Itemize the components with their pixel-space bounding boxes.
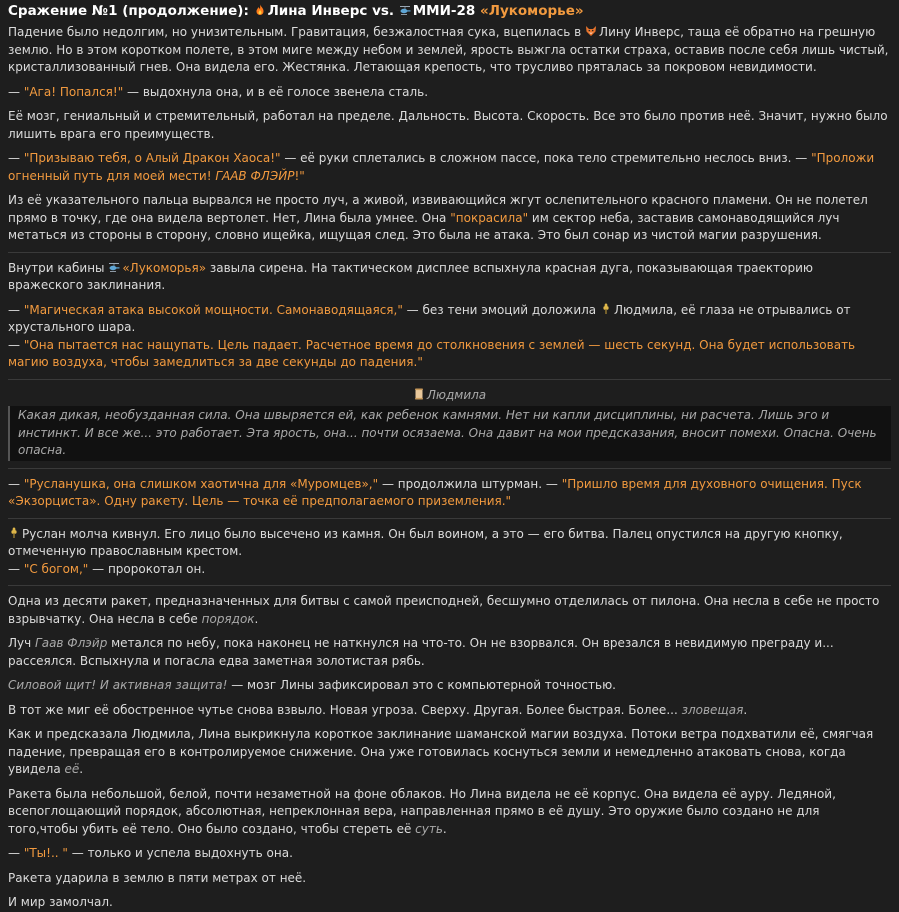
paragraph-missile-launch <box>8 593 891 628</box>
speech: "Она пытается нас нащупать. Цель падает. Расчетное время до столкновения с землей — шесть секунд. Она будет использовать магию воздуха, чтобы замедлиться за две секунды до падения." <box>8 337 856 369</box>
speech: "Проложи огненный путь для моей мести! <box>8 151 875 183</box>
speech: "Призываю тебя, о Алый Дракон Хаоса!" <box>23 151 281 165</box>
text: — выдохнула она, и в её голосе звенела сталь. <box>123 84 429 99</box>
text: . <box>254 611 259 626</box>
dash: — <box>8 561 24 576</box>
paragraph-new-threat <box>8 702 891 720</box>
battle-title <box>8 0 891 24</box>
wheat-icon <box>8 527 20 539</box>
text: Внутри кабины <box>8 260 109 275</box>
helicopter-icon <box>399 4 411 16</box>
text: Падение было недолгим, но унизительным. Гравитация, безжалостная сука, вцепилась в <box>8 25 586 39</box>
text: метался по небу, пока наконец не наткнулся на что-то. Он не взорвался. Он врезался в невидимую преграду и... рассеялся. Вспыхнула и погасла едва заметная золотистая рябь. <box>8 636 834 668</box>
speech: "Ты!.. " <box>23 846 68 860</box>
title-enemy-name: «Лукоморье» <box>480 3 584 19</box>
speech: "С богом," <box>23 561 89 576</box>
paragraph-beam <box>8 192 891 245</box>
dash: — <box>8 476 24 491</box>
emphasis: зловещая <box>681 702 744 717</box>
emphasis: Гаав Флэйр <box>35 636 108 650</box>
paragraph-force-shield <box>8 677 891 695</box>
spell-name: ГААВ ФЛЭЙР <box>215 168 295 183</box>
fox-icon <box>585 25 597 37</box>
divider <box>8 468 891 469</box>
divider <box>8 518 891 519</box>
text: — без тени эмоций доложила <box>402 302 600 317</box>
paragraph-caught <box>8 84 891 102</box>
speech: !" <box>294 168 305 183</box>
text: Одна из десяти ракет, предназначенных для битвы с самой преисподней, бесшумно отделилась от пилона. Она несла в себе не просто взрывчатку. Она несла в себе <box>8 594 880 626</box>
paragraph-incantation <box>8 150 891 185</box>
paragraph-exorcist <box>8 476 891 511</box>
divider <box>8 252 891 253</box>
text: — мозг Лины зафиксировал это с компьютерной точностью. <box>227 678 616 692</box>
text: В тот же миг её обостренное чутье снова взвыло. Новая угроза. Сверху. Другая. Более быстрая. Более... <box>8 702 682 717</box>
emphasis: порядок <box>201 611 255 626</box>
title-vs: vs. <box>367 3 399 19</box>
text: Руслан молча кивнул. Его лицо было высечено из камня. Он был воином, а это — его битва. Палец опустился на другую кнопку, отмеченную православным крестом. <box>8 526 843 558</box>
enemy-name: «Лукоморья» <box>122 260 207 275</box>
text: Лину Инверс, таща её обратно на грешную землю. Но в этом коротком полете, в этом миге между небом и землей, ярость выжгла остатки страха, оставив после себя лишь чистый, кристаллизованный гнев. Она видела его. Жестянка. Летающая крепость, что трусливо пряталась за покровом невидимости. <box>8 25 889 74</box>
paragraph-last-words <box>8 845 891 863</box>
fire-icon <box>254 4 266 16</box>
paragraph-ruslan <box>8 526 891 579</box>
speech: "Магическая атака высокой мощности. Самонаводящаяся," <box>23 302 403 317</box>
dash: — <box>8 151 24 165</box>
speech: "Ага! Попался!" <box>23 84 124 99</box>
text: Людмила, её глаза не отрывались от хрустального шара. <box>8 302 851 334</box>
title-pilot: Лина Инверс <box>267 3 368 19</box>
title-enemy: ММИ-28 <box>412 3 481 19</box>
text: — пророкотал он. <box>88 561 206 576</box>
text: Луч <box>8 636 36 650</box>
title-prefix: Сражение №1 (продолжение): <box>8 3 254 19</box>
paragraph-cabin <box>8 260 891 295</box>
dash: — <box>8 846 24 860</box>
paragraph-shield <box>8 635 891 670</box>
text: . <box>442 821 447 836</box>
text: им сектор неба, заставив самонаводящийся луч метаться из стороны в сторону, словно ищейка, ищущая след. Это была не атака. Это был сонар из чистой магии разрушения. <box>8 210 840 242</box>
speech: "покрасила" <box>450 210 529 225</box>
paragraph-impact: Ракета ударила в землю в пяти метрах от неё. <box>8 870 307 885</box>
speech: "Русланушка, она слишком хаотична для «Муромцев»," <box>23 476 379 491</box>
speech: "Пришло время для духовного очищения. Пуск «Экзорциста». Одну ракету. Цель — точка её предполагаемого приземления." <box>8 476 862 508</box>
wheat-icon <box>600 303 612 315</box>
text: — её руки сплетались в сложном пассе, пока тело стремительно неслось вниз. — <box>280 151 812 165</box>
paragraph-fall <box>8 24 891 77</box>
text: завыла сирена. На тактическом дисплее вспыхнула красная дуга, показывающая траекторию вражеского заклинания. <box>8 260 814 292</box>
text: . <box>79 762 84 776</box>
dash: — <box>8 302 24 317</box>
emphasis: суть <box>415 821 443 836</box>
paragraph-report <box>8 302 891 372</box>
text: Как и предсказала Людмила, Лина выкрикнула короткое заклинание шаманской магии воздуха. Потоки ветра подхватили её, смягчая падение, превращая его в контролируемое снижение. Она уже готовилась коснуться земли и немедленно атаковать снова, когда увидела <box>8 727 874 776</box>
paragraph-aura <box>8 786 891 839</box>
dash: — <box>8 337 24 352</box>
helicopter-icon <box>108 261 120 273</box>
divider <box>8 585 891 586</box>
paragraph-brain: Её мозг, гениальный и стремительный, работал на пределе. Дальность. Высота. Скорость. Все это было против неё. Значит, нужно было лишить врага его преимуществ. <box>8 109 888 141</box>
text: Из её указательного пальца вырвался не просто луч, а живой, извивающийся жгут ослепительного красного пламени. Он не полетел прямо в точку, где она видела вертолет. Нет, Лина была умнее. Она <box>8 193 868 225</box>
paragraph-silence: И мир замолчал. <box>8 895 113 909</box>
paragraph-wind-spell <box>8 726 891 779</box>
text: Ракета была небольшой, белой, почти незаметной на фоне облаков. Но Лина видела не её корпус. Она видела её ауру. Ледяной, всепоглощающий порядок, абсолютная, непреклонная вера, направленная прямо в её душу. Это оружие было создано не для того,чтобы убить её тело. Оно было создано, чтобы стереть её <box>8 786 836 836</box>
dash: — <box>8 84 24 99</box>
text: — только и успела выдохнуть она. <box>67 846 293 860</box>
divider <box>8 379 891 380</box>
thought-quote: Какая дикая, необузданная сила. Она швыряется ей, как ребенок камнями. Нет ни капли дисциплины, ни расчета. Лишь эго и инстинкт. И все же... это работает. Эта ярость, она... почти осязаема. Она давит на мои предсказания, вносит помехи. Опасна. Очень опасна. <box>8 406 891 461</box>
thought-caption <box>8 387 891 405</box>
scroll-icon <box>413 388 425 400</box>
text: — продолжила штурман. — <box>378 476 562 491</box>
emphasis: её <box>64 762 80 776</box>
emphasis: Силовой щит! И активная защита! <box>8 678 228 692</box>
text: . <box>743 702 748 717</box>
caption-text: Людмила <box>426 387 487 402</box>
